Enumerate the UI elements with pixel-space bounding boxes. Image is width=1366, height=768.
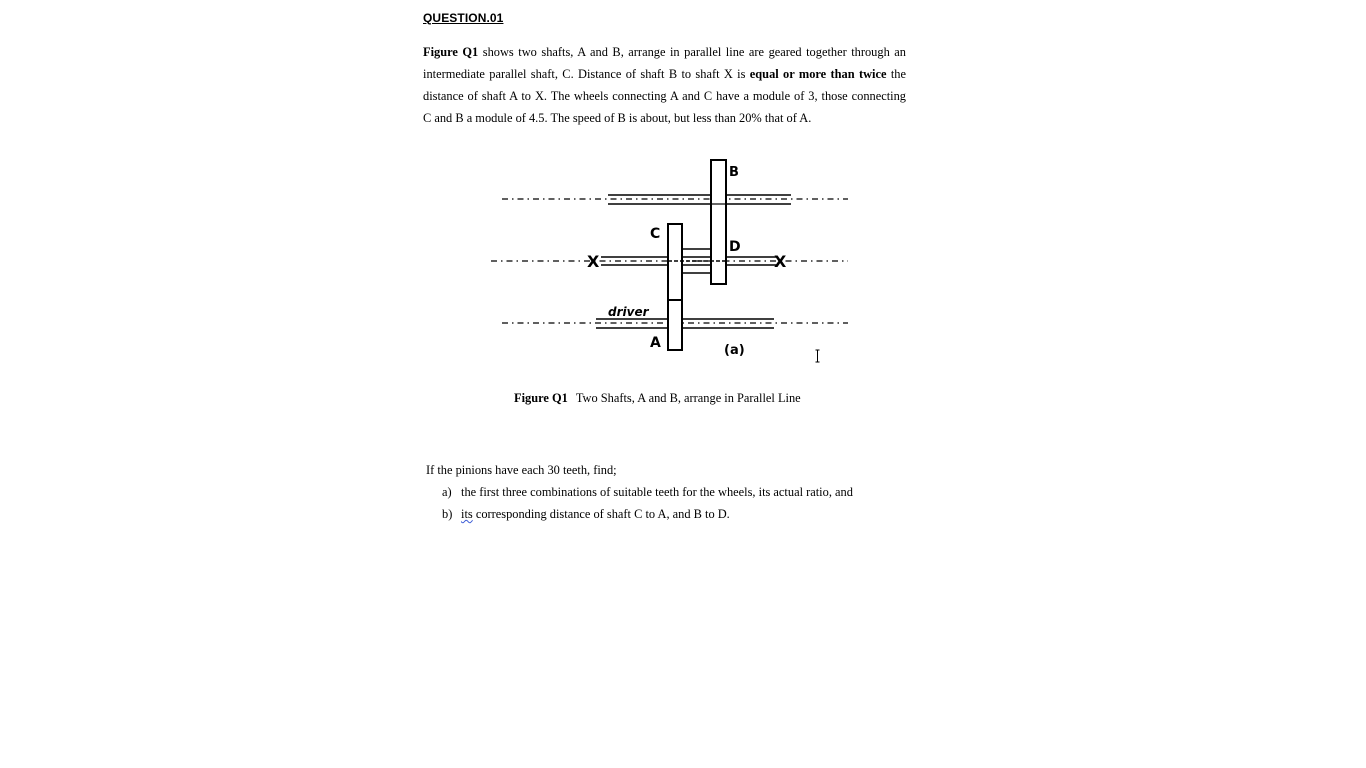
questions-intro: If the pinions have each 30 teeth, find; [426,463,617,477]
label-b: B [729,165,739,180]
paragraph-line-2-text: intermediate parallel shaft, C. Distance of shaft B to shaft X is [423,67,750,81]
paragraph-line-3: distance of shaft A to X. The wheels connecting A and C have a module of 3, those connecting [423,89,906,103]
caption-label: Figure Q1 [514,391,568,405]
item-text: the first three combinations of suitable teeth for the wheels, its actual ratio, and [461,485,853,499]
label-x-right: X [774,252,787,271]
question-list [426,459,906,525]
label-driver: driver [608,305,649,319]
text-cursor-icon [815,349,820,363]
item-text: corresponding distance of shaft C to A, and B to D. [472,507,730,521]
item-marker: b) [442,507,453,521]
question-item-a [426,481,906,503]
paragraph-line-2 [423,63,906,85]
gear-train-figure [488,152,858,372]
label-d: D [729,239,741,255]
spellcheck-flagged-word[interactable]: its [461,507,473,521]
label-sub-a: (a) [724,343,745,358]
emphasis-text: equal or more than twice [749,67,887,81]
figure-ref: Figure Q1 [423,45,479,59]
label-c: C [650,226,661,242]
paragraph-line-2-tail: the [886,67,906,81]
problem-paragraph [423,41,923,129]
paragraph-line-4: C and B a module of 4.5. The speed of B is about, but less than 20% that of A. [423,111,812,125]
paragraph-line-1-text: shows two shafts, A and B, arrange in parallel line are geared together through an [478,45,906,59]
gear-b-wheel [711,160,726,284]
gear-train-diagram [488,152,858,372]
caption-text: Two Shafts, A and B, arrange in Parallel Line [575,391,801,405]
question-item-b [426,503,906,525]
gear-a-wheel [668,300,682,350]
paragraph-line-1 [423,41,906,63]
figure-caption [514,391,801,406]
label-x-left: X [587,252,600,271]
label-a: A [650,335,661,351]
question-heading: QUESTION.01 [423,11,504,25]
item-marker: a) [442,485,452,499]
gear-c-wheel [668,224,682,300]
